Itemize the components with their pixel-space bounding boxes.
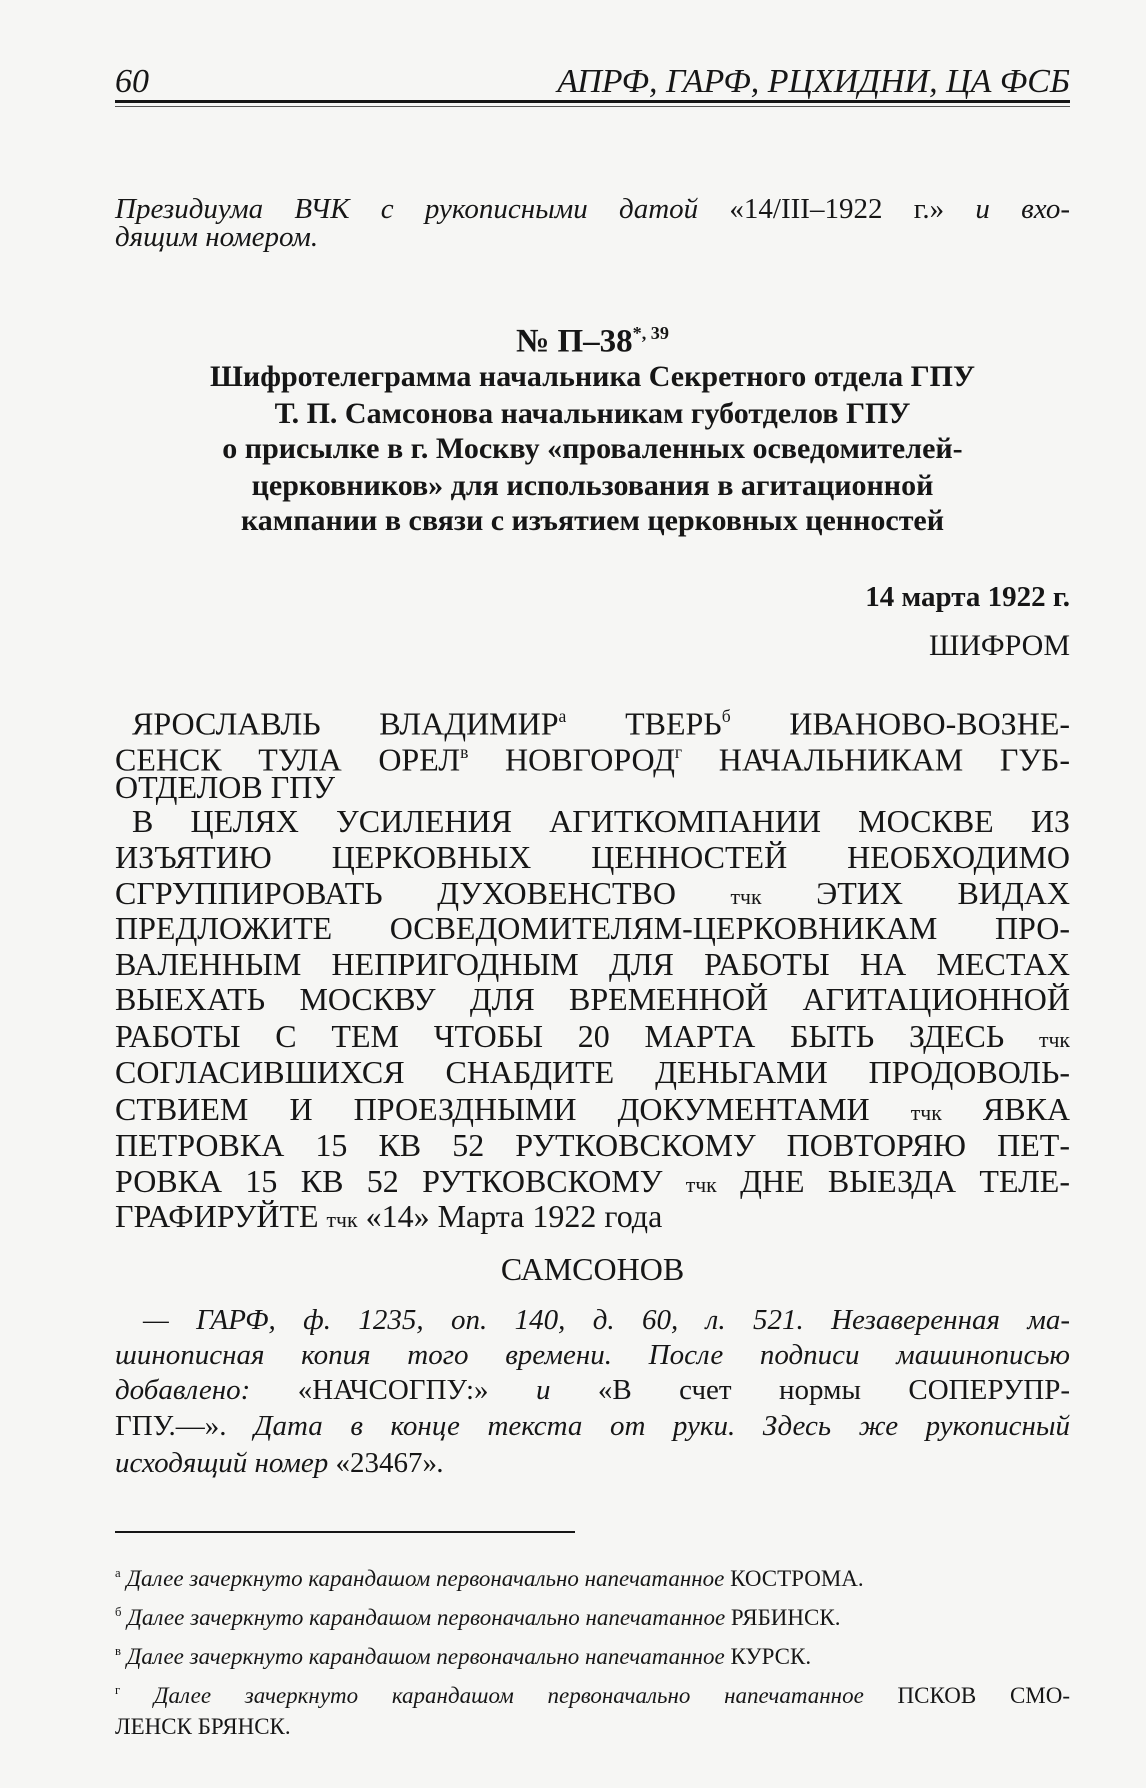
upright-text: «23467» xyxy=(335,1447,437,1479)
header-rule-thin xyxy=(115,106,1070,107)
footnote-line xyxy=(115,1592,1070,1632)
telegram-text-line xyxy=(132,801,1070,841)
footnote-marker: б xyxy=(721,706,731,726)
text-run: церковников» для использования в агитационной xyxy=(251,469,934,502)
footnote-line xyxy=(115,1553,1070,1593)
text-run: Т. П. Самсонова начальникам губотделов ГПУ xyxy=(274,397,911,430)
text-run: ЯВКА xyxy=(941,1091,1071,1127)
telegram-text-line xyxy=(115,908,1070,948)
telegram-text-line xyxy=(132,696,1071,742)
text-run: ПЕТРОВКА 15 КВ 52 РУТКОВСКОМУ ПОВТОРЯЮ ПЕТ- xyxy=(115,1127,1070,1163)
footnote-marker: в xyxy=(460,742,469,762)
text-run: . xyxy=(436,1447,445,1479)
text-run: ЯРОСЛАВЛЬ ВЛАДИМИР xyxy=(132,705,559,742)
document-title-line xyxy=(115,429,1070,469)
footnote-line xyxy=(115,1631,1070,1671)
text-run: ВЫЕХАТЬ МОСКВУ ДЛЯ ВРЕМЕННОЙ АГИТАЦИОННОЙ xyxy=(115,981,1070,1017)
text-run: исходящий номер xyxy=(115,1447,336,1479)
telegram-text-line xyxy=(115,873,1070,913)
text-run: В ЦЕЛЯХ УСИЛЕНИЯ АГИТКОМПАНИИ МОСКВЕ ИЗ xyxy=(132,803,1070,839)
abbrev-tchk: тчк xyxy=(685,1173,717,1197)
page-number: 60 xyxy=(115,63,149,100)
text-run: Шифротелеграмма начальника Секретного отдела ГПУ xyxy=(209,360,976,393)
document-date xyxy=(115,577,1070,617)
upright-text: «НАЧСОГПУ:» xyxy=(297,1374,489,1406)
text-run: НАЧАЛЬНИКАМ ГУБ- xyxy=(682,741,1071,778)
text-run: шинописная копия того времени. После подписи машинописью xyxy=(115,1339,1070,1371)
text-run: НОВГОРОД xyxy=(468,741,675,778)
upright-text: КУРСК. xyxy=(730,1643,812,1669)
text-run: кампании в связи с изъятием церковных ценностей xyxy=(240,504,945,537)
text-run: ПРЕДЛОЖИТЕ ОСВЕДОМИТЕЛЯМ-ЦЕРКОВНИКАМ ПРО- xyxy=(115,910,1070,946)
text-run: САМСОНОВ xyxy=(500,1251,685,1287)
text-run: и вхо- xyxy=(944,193,1071,225)
text-run: № П–38 xyxy=(516,323,633,360)
running-title: АПРФ, ГАРФ, РЦХИДНИ, ЦА ФСБ xyxy=(557,63,1070,100)
text-run: 14 марта 1922 г. xyxy=(865,581,1070,613)
document-number xyxy=(115,313,1070,360)
source-note-line xyxy=(115,1443,1070,1483)
telegram-text-line xyxy=(115,1161,1070,1201)
abbrev-tchk: тчк xyxy=(910,1101,942,1125)
text-run: РАБОТЫ С ТЕМ ЧТОБЫ 20 МАРТА БЫТЬ ЗДЕСЬ xyxy=(115,1018,1039,1054)
upright-text: ЛЕНСК БРЯНСК. xyxy=(115,1714,291,1739)
footnote-marker: б xyxy=(115,1605,122,1619)
source-note-line xyxy=(115,1335,1070,1375)
text-run: ОТДЕЛОВ ГПУ xyxy=(115,769,336,805)
upright-text: ГПУ.—». xyxy=(115,1410,227,1442)
abbrev-tchk: тчк xyxy=(1038,1028,1070,1052)
source-note-line xyxy=(115,1370,1070,1410)
text-run: добавлено: xyxy=(115,1374,298,1406)
cipher-mark xyxy=(115,626,1070,666)
text-run: ИЗЪЯТИЮ ЦЕРКОВНЫХ ЦЕННОСТЕЙ НЕОБХОДИМО xyxy=(115,839,1070,875)
footnote-marker: а xyxy=(558,706,567,726)
text-run: Далее зачеркнуто карандашом первоначально напечатанное xyxy=(120,1682,898,1708)
text-run: СТВИЕМ И ПРОЕЗДНЫМИ ДОКУМЕНТАМИ xyxy=(115,1091,911,1127)
text-run: и xyxy=(488,1374,598,1406)
telegram-text-line xyxy=(115,1089,1070,1129)
footnote-marker: а xyxy=(115,1566,121,1580)
text-run: дящим номером. xyxy=(115,221,319,253)
telegram-text-line xyxy=(115,837,1070,877)
telegram-text-line xyxy=(115,1016,1070,1056)
text-run: о присылке в г. Москву «проваленных осведомителей- xyxy=(222,432,963,465)
text-run: ИВАНОВО-ВОЗНЕ- xyxy=(730,705,1071,742)
text-run: Далее зачеркнуто карандашом первоначально напечатанное xyxy=(120,1565,731,1591)
document-title-line xyxy=(115,357,1070,397)
telegram-text-line xyxy=(115,1125,1070,1165)
intro-line xyxy=(115,217,1070,257)
document-title-line xyxy=(115,501,1070,541)
text-run: ЭТИХ ВИДАХ xyxy=(761,875,1071,911)
footnote-marker: г xyxy=(115,1683,121,1697)
abbrev-tchk: тчк xyxy=(326,1208,358,1232)
upright-text: ПСКОВ СМО- xyxy=(897,1682,1071,1708)
telegram-text-line xyxy=(115,732,1071,778)
text-run: ДНЕ ВЫЕЗДА ТЕЛЕ- xyxy=(716,1163,1070,1199)
text-run: ВАЛЕННЫМ НЕПРИГОДНЫМ ДЛЯ РАБОТЫ НА МЕСТАХ xyxy=(115,946,1070,982)
upright-text: КОСТРОМА. xyxy=(730,1565,864,1591)
upright-text: «14/III–1922 г.» xyxy=(729,193,945,225)
document-title-line xyxy=(115,394,1070,434)
source-note-line xyxy=(143,1300,1070,1340)
text-run: ГРАФИРУЙТЕ xyxy=(115,1198,327,1234)
abbrev-tchk: тчк xyxy=(730,885,762,909)
telegram-text-line xyxy=(115,979,1070,1019)
text-run: Президиума ВЧК с рукописными датой xyxy=(115,193,730,225)
footnote-marker: г xyxy=(674,742,683,762)
text-run: ТВЕРЬ xyxy=(566,705,722,742)
telegram-text-line xyxy=(115,1196,1070,1236)
source-note-line xyxy=(115,1406,1070,1446)
header-rule xyxy=(115,100,1070,103)
text-run: СОГЛАСИВШИХСЯ СНАБДИТЕ ДЕНЬГАМИ ПРОДОВОЛЬ- xyxy=(115,1054,1070,1090)
telegram-text-line xyxy=(115,1052,1070,1092)
footnote-line xyxy=(115,1670,1070,1710)
document-title-line xyxy=(115,466,1070,506)
text-run: Далее зачеркнуто карандашом первоначально напечатанное xyxy=(120,1643,731,1669)
telegram-text-line xyxy=(115,944,1070,984)
upright-text: РЯБИНСК. xyxy=(730,1604,841,1630)
text-run: СЕНСК ТУЛА ОРЕЛ xyxy=(115,741,461,778)
text-run: Дата в конце текста от руки. Здесь же рукописный xyxy=(226,1410,1070,1442)
text-run: — ГАРФ, ф. 1235, оп. 140, д. 60, л. 521. Незаверенная ма- xyxy=(143,1304,1070,1336)
text-run: РОВКА 15 КВ 52 РУТКОВСКОМУ xyxy=(115,1163,686,1199)
signature xyxy=(115,1249,1070,1289)
text-run: Далее зачеркнуто карандашом первоначально напечатанное xyxy=(121,1604,731,1630)
footnote-marker: *, 39 xyxy=(632,323,669,343)
upright-text: «В счет нормы СОПЕРУПР- xyxy=(597,1374,1071,1406)
footnote-rule xyxy=(115,1531,575,1533)
footnote-marker: в xyxy=(115,1644,121,1658)
text-run: ШИФРОМ xyxy=(928,629,1070,662)
text-run: СГРУППИРОВАТЬ ДУХОВЕНСТВО xyxy=(115,875,731,911)
text-run: «14» Марта 1922 года xyxy=(357,1198,663,1234)
footnote-line xyxy=(115,1707,1070,1747)
